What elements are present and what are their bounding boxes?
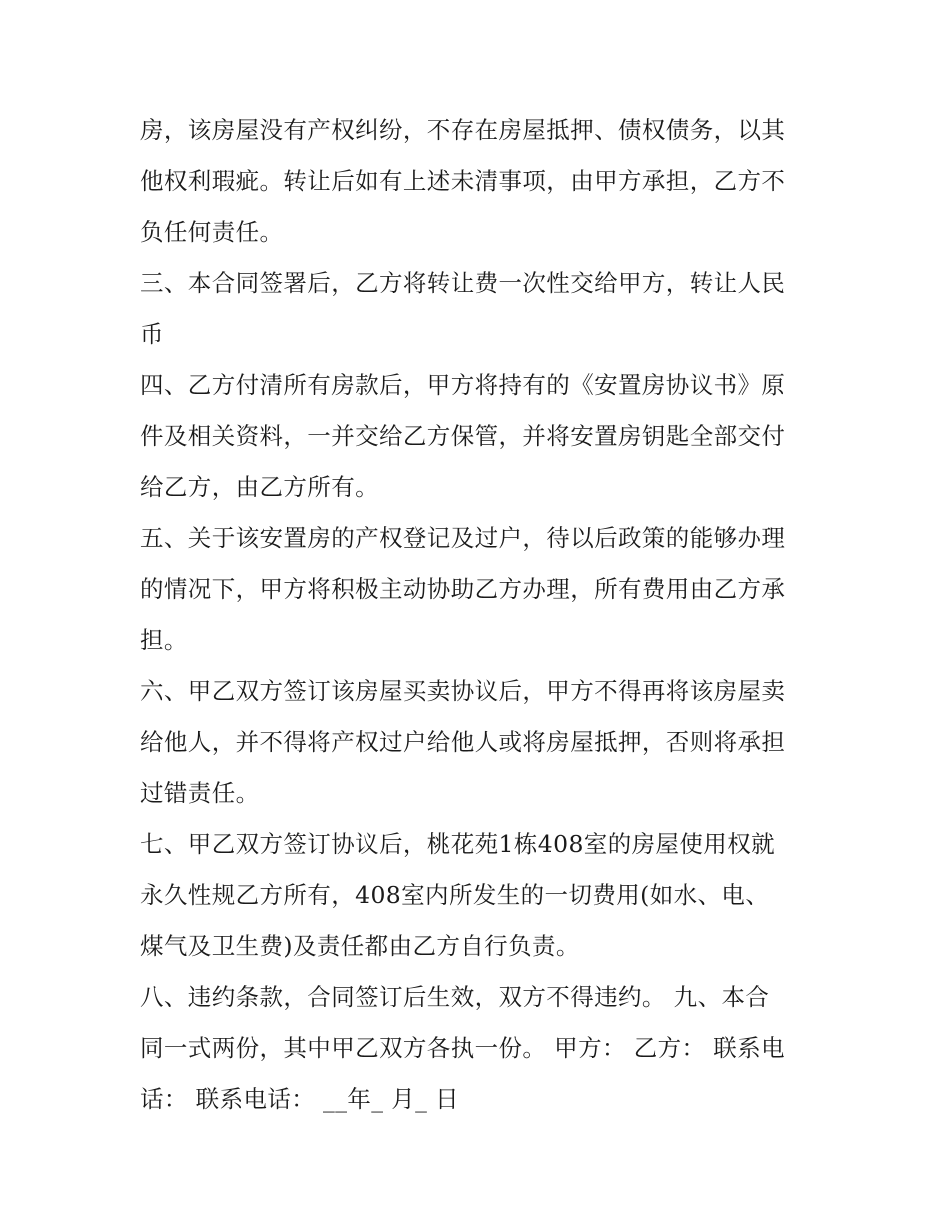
text-line: 给乙方，由乙方所有。 bbox=[140, 473, 379, 501]
clause-5: 五、关于该安置房的产权登记及过户，待以后政策的能够办理 bbox=[140, 524, 786, 552]
text-line: 给他人，并不得将产权过户给他人或将房屋抵押，否则将承担 bbox=[140, 728, 786, 756]
clause-4: 四、乙方付清所有房款后，甲方将持有的《安置房协议书》原 bbox=[140, 371, 786, 399]
text-line: 担。 bbox=[140, 626, 188, 654]
text-line: 过错责任。 bbox=[140, 779, 260, 807]
text-line: 币 bbox=[140, 320, 164, 348]
text-line: 永久性规乙方所有，408室内所发生的一切费用(如水、电、 bbox=[140, 881, 770, 909]
text-line: 煤气及卫生费)及责任都由乙方自行负责。 bbox=[140, 932, 580, 960]
contract-text bbox=[140, 105, 820, 1125]
text-line: 同一式两份，其中甲乙双方各执一份。 甲方： 乙方： 联系电 bbox=[140, 1034, 786, 1062]
clause-6: 六、甲乙双方签订该房屋买卖协议后，甲方不得再将该房屋卖 bbox=[140, 677, 786, 705]
clause-3: 三、本合同签署后，乙方将转让费一次性交给甲方，转让人民 bbox=[140, 269, 786, 297]
text-line: 的情况下，甲方将积极主动协助乙方办理，所有费用由乙方承 bbox=[140, 575, 786, 603]
text-line: 他权利瑕疵。转让后如有上述未清事项，由甲方承担，乙方不 bbox=[140, 167, 786, 195]
clause-7: 七、甲乙双方签订协议后，桃花苑1栋408室的房屋使用权就 bbox=[140, 830, 776, 858]
text-line: 件及相关资料，一并交给乙方保管，并将安置房钥匙全部交付 bbox=[140, 422, 786, 450]
signature-line: 话： 联系电话： __年_ 月_ 日 bbox=[140, 1085, 460, 1113]
text-line: 负任何责任。 bbox=[140, 218, 284, 246]
text-line: 房，该房屋没有产权纠纷，不存在房屋抵押、债权债务，以其 bbox=[140, 116, 786, 144]
clause-8: 八、违约条款，合同签订后生效，双方不得违约。 九、本合 bbox=[140, 983, 770, 1011]
